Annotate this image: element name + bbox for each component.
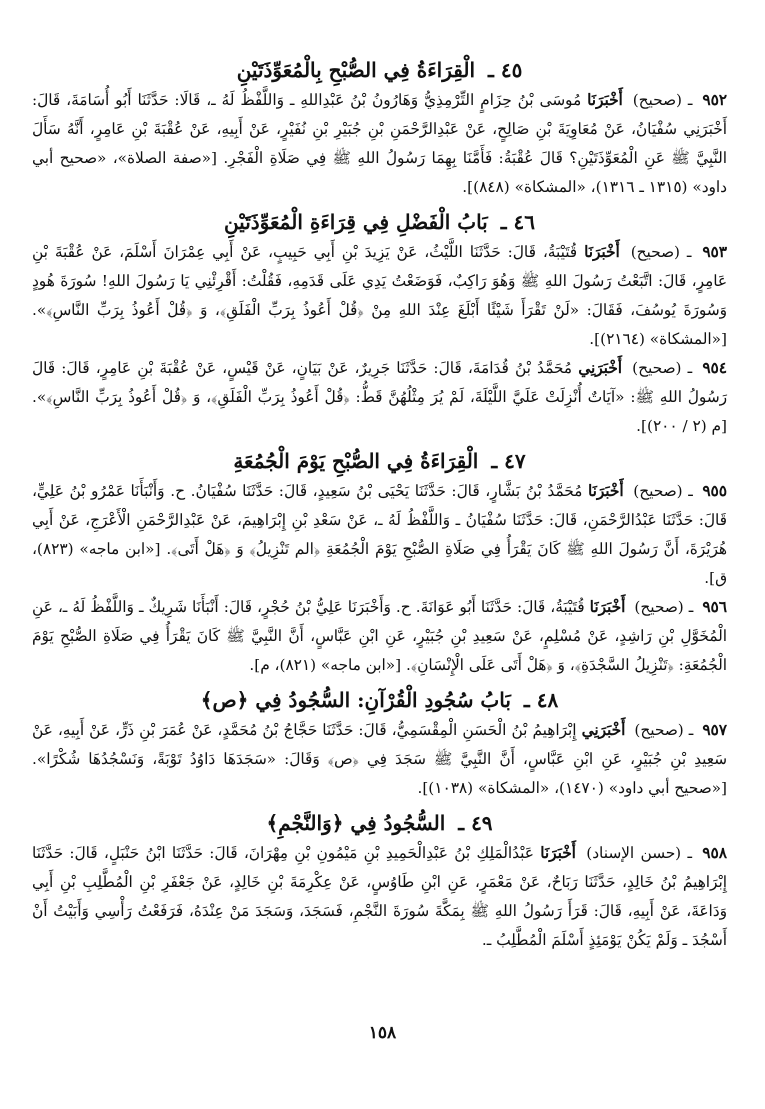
section-number: ٤٦ ـ xyxy=(500,210,536,234)
hadith-text: قُتَيْبَةُ، قَالَ: حَدَّثَنَا أَبُو عَوَانَةَ. ح. وَأَخْبَرَنَا عَلِيُّ بْنُ حُجْرٍ، قَالَ: أَنْبَأَنَا شَرِيكٌ ـ وَاللَّفْظُ لَهُ ـ، عَنِ الْمُخَوَّلِ بْنِ رَاشِدٍ، عَنْ مُسْلِمٍ، عَنْ سَعِيدِ بْنِ جُبَيْرٍ، عَنِ ابْنِ عَبَّاسٍ، أَنَّ النَّبِيَّ ﷺ كَانَ يَقْرَأُ فِي صَلَاةِ الصُّبْحِ يَوْمَ الْجُمُعَةِ: ﴿تَنْزِيلُ السَّجْدَةِ﴾، وَ ﴿هَلْ أَتَى عَلَى الْإِنْسَانِ﴾. [«ابن ماجه» (٨٢١)، م]. xyxy=(32,598,727,674)
hadith-opening: أَخْبَرَنِي xyxy=(578,359,622,377)
section-48 xyxy=(32,686,727,803)
section-number: ٤٨ ـ xyxy=(523,688,559,712)
page-number: ١٥٨ xyxy=(368,1023,397,1043)
hadith-number: ٩٥٦ xyxy=(702,598,727,616)
hadith-grade: ـ (صحيح) xyxy=(634,598,694,616)
hadith-number: ٩٥٣ xyxy=(702,243,727,261)
hadith-opening: أَخْبَرَنَا xyxy=(587,91,623,109)
hadith-958 xyxy=(32,839,727,955)
hadith-953 xyxy=(32,238,727,354)
hadith-number: ٩٥٥ xyxy=(702,482,727,500)
section-heading xyxy=(32,208,727,236)
hadith-grade: ـ (صحيح) xyxy=(634,721,694,739)
hadith-number: ٩٥٧ xyxy=(702,721,727,739)
hadith-opening: أَخْبَرَنَا xyxy=(540,844,576,862)
hadith-opening: أَخْبَرَنَا xyxy=(587,482,624,500)
hadith-text: مُوسَى بْنُ حِزَامٍ التِّرْمِذِيُّ وَهَارُونُ بْنُ عَبْدِاللهِ ـ وَاللَّفْظُ لَهُ ـ، قَالَا: حَدَّثَنَا أَبُو أُسَامَةَ، قَالَ: أَخْبَرَنِي سُفْيَانُ، عَنْ مُعَاوِيَةَ بْنِ صَالِحٍ، عَنْ عَبْدِالرَّحْمَنِ بْنِ جُبَيْرِ بْنِ نُفَيْرٍ، عَنْ أَبِيهِ، عَنْ عُقْبَةَ بْنِ عَامِرٍ، أَنَّهُ سَأَلَ النَّبِيَّ ﷺ عَنِ الْمُعَوِّذَتَيْنِ؟ قَالَ عُقْبَةُ: فَأَمَّنَا بِهِمَا رَسُولُ اللهِ ﷺ فِي صَلَاةِ الْفَجْرِ. [«صفة الصلاة»، «صحيح أبي داود» (١٣١٥ ـ ١٣١٦)، «المشكاة» (٨٤٨)]. xyxy=(32,91,727,196)
hadith-grade: ـ (حسن الإسناد) xyxy=(586,844,692,862)
hadith-text: إِبْرَاهِيمُ بْنُ الْحَسَنِ الْمِقْسَمِيُّ، قَالَ: حَدَّثَنَا حَجَّاجُ بْنُ مُحَمَّدٍ، عَنْ عُمَرَ بْنِ ذَرٍّ، عَنْ أَبِيهِ، عَنْ سَعِيدِ بْنِ جُبَيْرٍ، عَنِ ابْنِ عَبَّاسٍ، أَنَّ النَّبِيَّ ﷺ سَجَدَ فِي ﴿ص﴾ وَقَالَ: «سَجَدَهَا دَاوُدُ تَوْبَةً، وَنَسْجُدُهَا شُكْرًا». [«صحيح أبي داود» (١٤٧٠)، «المشكاة» (١٠٣٨)]. xyxy=(32,721,727,797)
section-47 xyxy=(32,447,727,680)
hadith-955 xyxy=(32,477,727,593)
hadith-number: ٩٥٨ xyxy=(702,844,727,862)
hadith-grade: ـ (صحيح) xyxy=(633,482,693,500)
section-number: ٤٥ ـ xyxy=(488,58,523,82)
hadith-text: مُحَمَّدُ بْنُ قُدَامَةَ، قَالَ: حَدَّثَنَا جَرِيرٌ، عَنْ بَيَانٍ، عَنْ قَيْسٍ، عَنْ عُقْبَةَ بْنِ عَامِرٍ، قَالَ: قَالَ رَسُولُ اللهِ ﷺ: «آيَاتٌ أُنْزِلَتْ عَلَيَّ اللَّيْلَةَ، لَمْ يُرَ مِثْلُهُنَّ قَطُّ: ﴿قُلْ أَعُوذُ بِرَبِّ الْفَلَقِ﴾، وَ ﴿قُلْ أَعُوذُ بِرَبِّ النَّاسِ﴾». [م (٢ / ٢٠٠)]. xyxy=(32,359,727,435)
section-heading xyxy=(32,447,727,475)
hadith-grade: ـ (صحيح) xyxy=(632,91,693,109)
hadith-text: قُتَيْبَةُ، قَالَ: حَدَّثَنَا اللَّيْثُ، عَنْ يَزِيدَ بْنِ أَبِي حَبِيبٍ، عَنْ أَبِي عِمْرَانَ أَسْلَمَ، عَنْ عُقْبَةَ بْنِ عَامِرٍ، قَالَ: اتَّبَعْتُ رَسُولَ اللهِ ﷺ وَهُوَ رَاكِبٌ، فَوَضَعْتُ يَدِي عَلَى قَدَمِهِ، فَقُلْتُ: أَقْرِئْنِي يَا رَسُولَ اللهِ! سُورَةَ هُودٍ وَسُورَةَ يُوسُفَ، فَقَالَ: «لَنْ تَقْرَأَ شَيْئًا أَبْلَغَ عِنْدَ اللهِ مِنْ ﴿قُلْ أَعُوذُ بِرَبِّ الْفَلَقِ﴾، وَ ﴿قُلْ أَعُوذُ بِرَبِّ النَّاسِ﴾». [«المشكاة» (٢١٦٤)]. xyxy=(32,243,727,348)
hadith-956 xyxy=(32,593,727,680)
section-46 xyxy=(32,208,727,441)
hadith-number: ٩٥٢ xyxy=(702,91,728,109)
section-heading xyxy=(32,809,727,837)
hadith-grade: ـ (صحيح) xyxy=(632,359,693,377)
section-title: بَابُ سُجُودِ الْقُرْآنِ: السُّجُودُ فِي ﴿ص﴾ xyxy=(200,688,511,712)
section-title: بَابُ الْفَضْلِ فِي قِرَاءَةِ الْمُعَوِّذَتَيْنِ xyxy=(223,210,488,234)
hadith-grade: ـ (صحيح) xyxy=(630,243,692,261)
section-heading xyxy=(32,686,727,714)
section-title: الْقِرَاءَةُ فِي الصُّبْحِ يَوْمَ الْجُمُعَةِ xyxy=(233,449,479,473)
section-45 xyxy=(32,56,727,202)
section-heading xyxy=(32,56,727,84)
hadith-957 xyxy=(32,716,727,803)
hadith-opening: أَخْبَرَنَا xyxy=(584,243,620,261)
section-number: ٤٧ ـ xyxy=(491,449,526,473)
hadith-text: مُحَمَّدُ بْنُ بَشَّارٍ، قَالَ: حَدَّثَنَا يَحْيَى بْنُ سَعِيدٍ، قَالَ: حَدَّثَنَا سُفْيَانُ. ح. وَأَنْبَأَنَا عَمْرُو بْنُ عَلِيٍّ، قَالَ: حَدَّثَنَا عَبْدُالرَّحْمَنِ، قَالَ: حَدَّثَنَا سُفْيَانُ ـ وَاللَّفْظُ لَهُ ـ، عَنْ سَعْدِ بْنِ إِبْرَاهِيمَ، عَنْ عَبْدِالرَّحْمَنِ الْأَعْرَجِ، عَنْ أَبِي هُرَيْرَةَ، أَنَّ رَسُولَ اللهِ ﷺ كَانَ يَقْرَأُ فِي صَلَاةِ الصُّبْحِ يَوْمَ الْجُمُعَةِ ﴿الم تَنْزِيلُ﴾ وَ ﴿هَلْ أَتَى﴾. [«ابن ماجه» (٨٢٣)، ق]. xyxy=(32,482,727,587)
section-49 xyxy=(32,809,727,955)
hadith-952 xyxy=(32,86,727,202)
hadith-opening: أَخْبَرَنَا xyxy=(589,598,626,616)
section-title: الْقِرَاءَةُ فِي الصُّبْحِ بِالْمُعَوِّذَتَيْنِ xyxy=(236,58,476,82)
hadith-number: ٩٥٤ xyxy=(702,359,727,377)
section-number: ٤٩ ـ xyxy=(458,811,493,835)
hadith-954 xyxy=(32,354,727,441)
section-title: السُّجُودُ فِي ﴿وَالنَّجْمِ﴾ xyxy=(266,811,446,835)
hadith-text: عَبْدُالْمَلِكِ بْنُ عَبْدِالْحَمِيدِ بْنِ مَيْمُونِ بْنِ مِهْرَانَ، قَالَ: حَدَّثَنَا ابْنُ حَنْبَلٍ، قَالَ: حَدَّثَنَا إِبْرَاهِيمُ بْنُ خَالِدٍ، حَدَّثَنَا رَبَاحٌ، عَنْ مَعْمَرٍ، عَنِ ابْنِ طَاوُسٍ، عَنْ عِكْرِمَةَ بْنِ خَالِدٍ، عَنْ جَعْفَرِ بْنِ الْمُطَّلِبِ بْنِ أَبِي وَدَاعَةَ، عَنْ أَبِيهِ، قَالَ: قَرَأَ رَسُولُ اللهِ ﷺ بِمَكَّةَ سُورَةَ النَّجْمِ، فَسَجَدَ، وَسَجَدَ مَنْ عِنْدَهُ، فَرَفَعْتُ رَأْسِي وَأَبَيْتُ أَنْ أَسْجُدَ ـ وَلَمْ يَكُنْ يَوْمَئِذٍ أَسْلَمَ الْمُطَّلِبُ ـ. xyxy=(32,844,727,949)
hadith-opening: أَخْبَرَنِي xyxy=(581,721,626,739)
